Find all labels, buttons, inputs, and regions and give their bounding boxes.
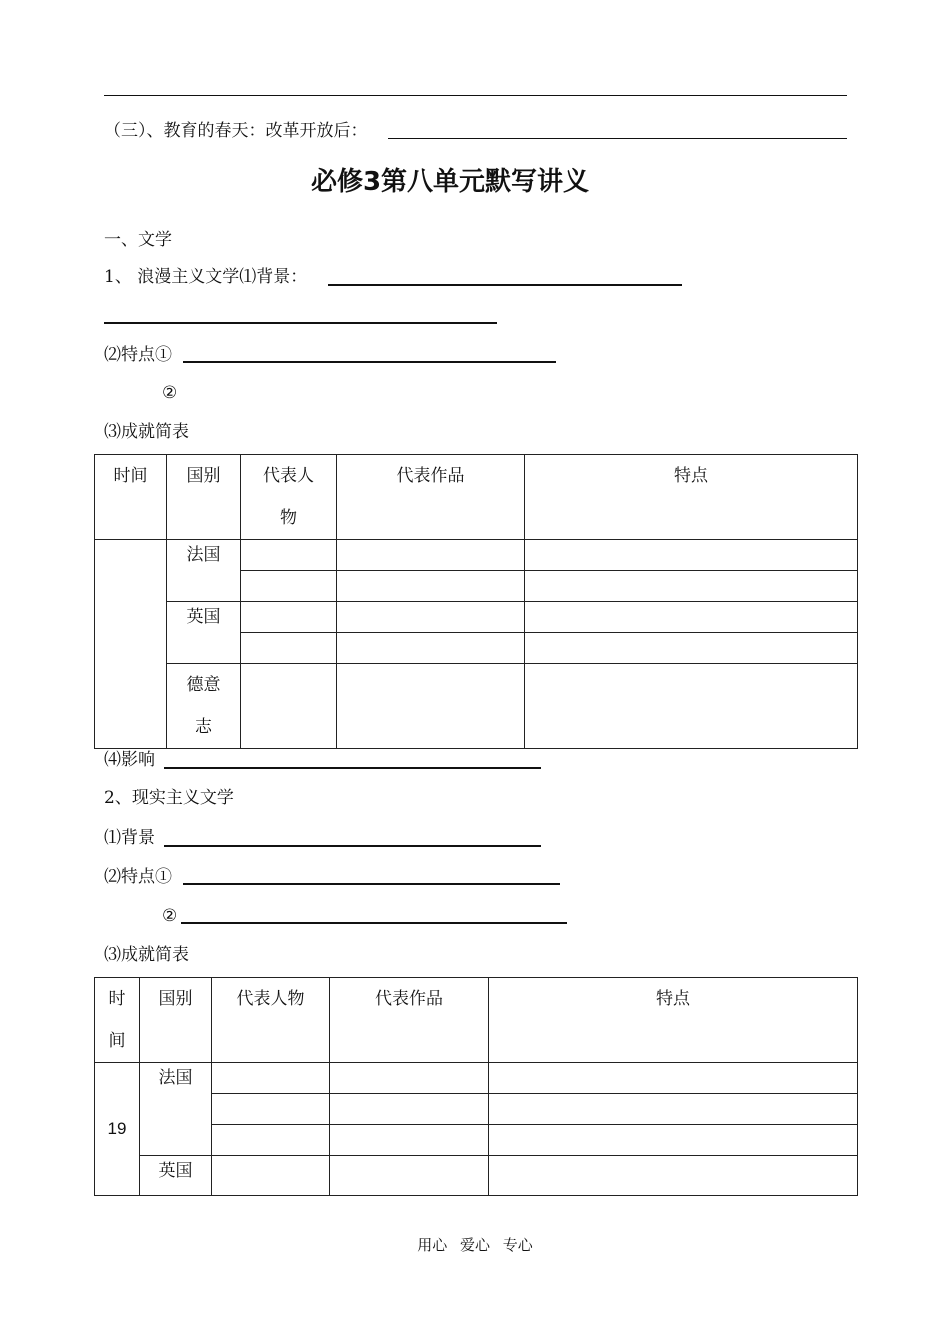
table-header-time: 时间 bbox=[95, 978, 140, 1063]
table-cell[interactable] bbox=[525, 540, 858, 571]
table-header-features: 特点 bbox=[525, 455, 858, 540]
romanticism-background-blank-1[interactable] bbox=[328, 284, 682, 286]
top-rule bbox=[104, 95, 847, 96]
realism-table bbox=[94, 977, 858, 1196]
table-cell[interactable] bbox=[337, 571, 525, 602]
section-three-label: （三）、教育的春天：改革开放后： bbox=[104, 121, 368, 141]
table-cell[interactable] bbox=[489, 1063, 858, 1094]
table-cell[interactable] bbox=[212, 1156, 330, 1196]
table-cell[interactable] bbox=[212, 1094, 330, 1125]
table-cell[interactable] bbox=[337, 633, 525, 664]
table-cell[interactable] bbox=[489, 1156, 858, 1196]
table-header-time: 时间 bbox=[95, 455, 167, 540]
table-cell-time: 19 bbox=[95, 1063, 140, 1196]
page-title: 必修3第八单元默写讲义 bbox=[310, 167, 590, 197]
realism-heading: 2、现实主义文学 bbox=[104, 788, 234, 808]
table-cell[interactable] bbox=[241, 633, 337, 664]
romanticism-influence-label: ⑷影响 bbox=[104, 750, 155, 770]
romanticism-influence-blank[interactable] bbox=[164, 767, 541, 769]
table-cell[interactable] bbox=[241, 540, 337, 571]
table-country-britain: 英国 bbox=[140, 1156, 212, 1196]
realism-table-label: ⑶成就简表 bbox=[104, 945, 189, 965]
realism-background-label: ⑴背景 bbox=[104, 828, 155, 848]
romanticism-features-second: ② bbox=[162, 383, 178, 403]
table-header-person: 代表人物 bbox=[212, 978, 330, 1063]
romanticism-features-blank-1[interactable] bbox=[183, 361, 556, 363]
table-country-france: 法国 bbox=[167, 540, 241, 602]
table-cell[interactable] bbox=[489, 1125, 858, 1156]
table-cell-time[interactable] bbox=[95, 540, 167, 749]
table-header-person: 代表人物 bbox=[241, 455, 337, 540]
romanticism-features-label: ⑵特点① bbox=[104, 345, 172, 365]
table-cell[interactable] bbox=[525, 633, 858, 664]
table-cell[interactable] bbox=[337, 602, 525, 633]
table-header-features: 特点 bbox=[489, 978, 858, 1063]
realism-features-second: ② bbox=[162, 906, 178, 926]
table-cell[interactable] bbox=[330, 1125, 489, 1156]
table-cell[interactable] bbox=[489, 1094, 858, 1125]
table-header-works: 代表作品 bbox=[330, 978, 489, 1063]
romanticism-table-label: ⑶成就简表 bbox=[104, 422, 189, 442]
table-cell[interactable] bbox=[330, 1156, 489, 1196]
realism-features-blank-1[interactable] bbox=[183, 883, 560, 885]
table-cell[interactable] bbox=[241, 602, 337, 633]
table-header-country: 国别 bbox=[167, 455, 241, 540]
table-cell[interactable] bbox=[525, 571, 858, 602]
table-cell[interactable] bbox=[212, 1125, 330, 1156]
section-three-blank[interactable] bbox=[388, 138, 847, 139]
table-header-works: 代表作品 bbox=[337, 455, 525, 540]
table-country-britain: 英国 bbox=[167, 602, 241, 664]
table-cell[interactable] bbox=[241, 571, 337, 602]
realism-background-blank[interactable] bbox=[164, 845, 541, 847]
realism-features-label: ⑵特点① bbox=[104, 867, 172, 887]
table-country-germany: 德意志 bbox=[167, 664, 241, 749]
table-cell[interactable] bbox=[337, 540, 525, 571]
page-footer: 用心 爱心 专心 bbox=[417, 1236, 533, 1254]
table-cell[interactable] bbox=[330, 1063, 489, 1094]
table-cell[interactable] bbox=[241, 664, 337, 749]
table-cell[interactable] bbox=[525, 664, 858, 749]
table-cell[interactable] bbox=[337, 664, 525, 749]
table-header-country: 国别 bbox=[140, 978, 212, 1063]
table-cell[interactable] bbox=[330, 1094, 489, 1125]
romanticism-background-label: 1、 浪漫主义文学⑴背景： bbox=[104, 267, 308, 287]
section1-heading: 一、文学 bbox=[104, 230, 172, 250]
romanticism-table bbox=[94, 454, 858, 749]
table-country-france: 法国 bbox=[140, 1063, 212, 1156]
table-cell[interactable] bbox=[525, 602, 858, 633]
realism-features-blank-2[interactable] bbox=[181, 922, 567, 924]
table-cell[interactable] bbox=[212, 1063, 330, 1094]
romanticism-background-blank-2[interactable] bbox=[104, 322, 497, 324]
